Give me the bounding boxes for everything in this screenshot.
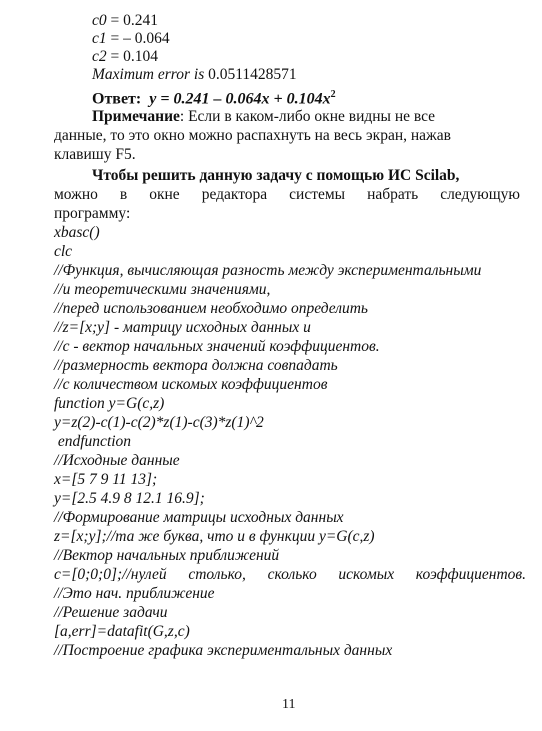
coeff-line: c2 = 0.104	[92, 48, 159, 65]
intro-justified-line: можно в окне редактора системы набрать следующую	[54, 186, 520, 203]
code-line: z=[x;y];//та же буква, что и в функции y=G(c,z)	[54, 528, 375, 545]
code-line: y=z(2)-c(1)-c(2)*z(1)-c(3)*z(1)^2	[54, 414, 264, 431]
code-line: //Построение графика экспериментальных данных	[54, 642, 393, 659]
code-line: xbasc()	[54, 224, 100, 241]
code-line: //Это нач. приближение	[54, 585, 215, 602]
code-line: clc	[54, 243, 73, 260]
note-line: Примечание: Если в каком-либо окне видны не все	[92, 108, 436, 125]
code-line: //Решение задачи	[54, 604, 168, 621]
intro-line: программу:	[54, 205, 131, 222]
code-line: //Исходные данные	[54, 452, 180, 469]
page-number: 11	[282, 697, 296, 712]
code-line: //и теоретическими значениями,	[54, 281, 271, 298]
code-line: //Формирование матрицы исходных данных	[54, 509, 344, 526]
coeff-line: c0 = 0.241	[92, 12, 159, 29]
code-justified-line: c=[0;0;0];//нулей столько, сколько искомых коэффициентов.	[54, 566, 526, 583]
note-line: клавишу F5.	[54, 146, 136, 163]
code-line: //перед использованием необходимо определить	[54, 300, 368, 317]
code-line: //Функция, вычисляющая разность между экспериментальными	[54, 262, 482, 279]
max-error-line: Maximum error is 0.0511428571	[92, 66, 297, 83]
code-line: [a,err]=datafit(G,z,c)	[54, 623, 190, 640]
coeff-line: c1 = – 0.064	[92, 30, 170, 47]
code-line: //с количеством искомых коэффициентов	[54, 376, 328, 393]
code-line: //размерность вектора должна совпадать	[54, 357, 338, 374]
note-line: данные, то это окно можно распахнуть на весь экран, нажав	[54, 127, 451, 144]
intro-line: Чтобы решить данную задачу с помощью ИС Scilab,	[92, 167, 460, 184]
code-line: y=[2.5 4.9 8 12.1 16.9];	[54, 490, 205, 507]
code-line: endfunction	[54, 433, 132, 450]
code-line: function y=G(c,z)	[54, 395, 165, 412]
code-line: //Вектор начальных приближений	[54, 547, 280, 564]
code-line: x=[5 7 9 11 13];	[54, 471, 158, 488]
code-line: //c - вектор начальных значений коэффициентов.	[54, 338, 380, 355]
answer-line: Ответ: $y = 0.241 - 0.064x + 0.104x^2$	[92, 89, 336, 108]
code-line: //z=[x;y] - матрицу исходных данных и	[54, 319, 311, 336]
